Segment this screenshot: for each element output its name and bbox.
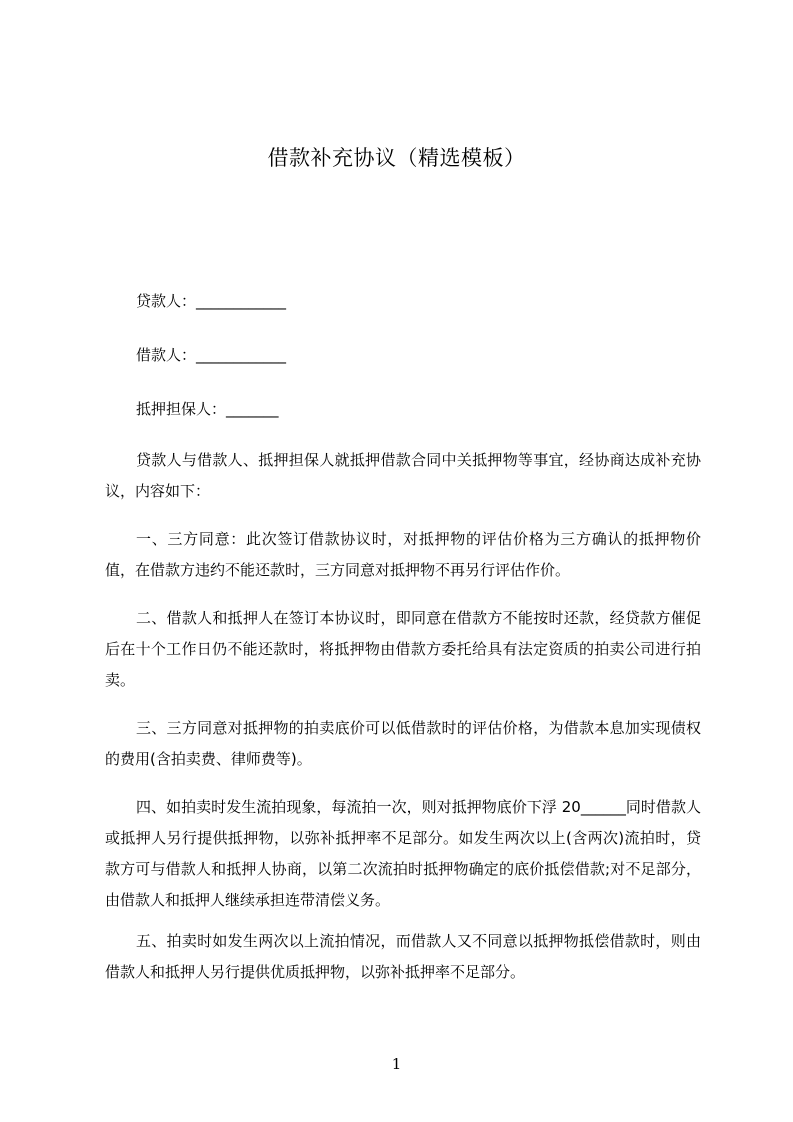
document-title: 借款补充协议（精选模板）: [267, 146, 526, 170]
borrower-field: 借款人：____________: [136, 346, 287, 364]
clause-1: 一、三方同意：此次签订借款协议时，对抵押物的评估价格为三方确认的抵押物价值，在借款方违约不能还款时，三方同意对抵押物不再另行评估作价。: [105, 530, 701, 579]
lender-field: 贷款人：____________: [136, 292, 287, 310]
clause-5: 五、拍卖时如发生两次以上流拍情况，而借款人又不同意以抵押物抵偿借款时，则由借款人和抵押人另行提供优质抵押物，以弥补抵押率不足部分。: [105, 932, 701, 981]
clause-2: 二、借款人和抵押人在签订本协议时，即同意在借款方不能按时还款，经贷款方催促后在十个工作日仍不能还款时，将抵押物由借款方委托给具有法定资质的拍卖公司进行拍卖。: [105, 609, 701, 689]
clause-4: 四、如拍卖时发生流拍现象，每流拍一次，则对抵押物底价下浮 20______同时借款人或抵押人另行提供抵押物，以弥补抵押率不足部分。如发生两次以上(含两次)流拍时，贷款方可与借款人和抵押人协商，以第二次流拍时抵押物确定的底价抵偿借款;对不足部分，由借款人和抵押人继续承担连带清偿义务。: [105, 798, 701, 909]
intro-paragraph: 贷款人与借款人、抵押担保人就抵押借款合同中关抵押物等事宜，经协商达成补充协议，内容如下：: [105, 451, 701, 500]
page-number: 1: [391, 1055, 402, 1073]
clause-3: 三、三方同意对抵押物的拍卖底价可以低借款时的评估价格，为借款本息加实现债权的费用(含拍卖费、律师费等)。: [105, 719, 701, 768]
guarantor-field: 抵押担保人：_______: [136, 400, 279, 418]
